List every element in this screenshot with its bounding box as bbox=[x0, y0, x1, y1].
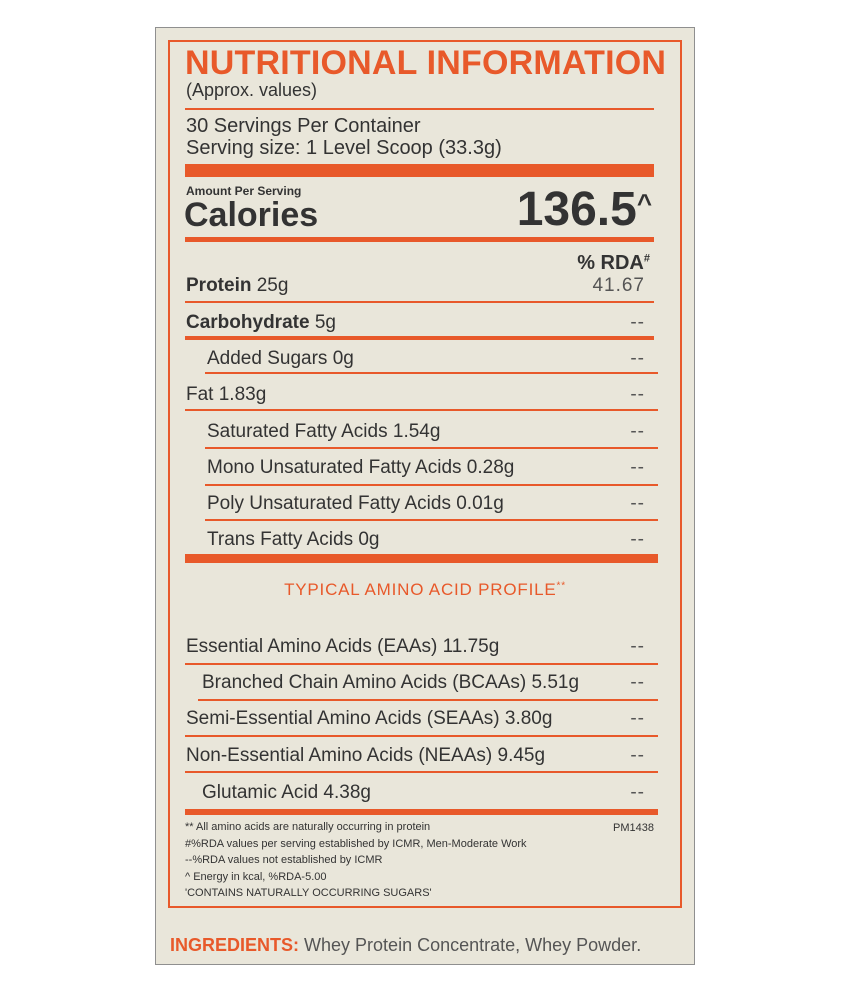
nutrient-row-protein: Protein 25g bbox=[186, 275, 289, 296]
ingredients-text: Whey Protein Concentrate, Whey Powder. bbox=[304, 935, 642, 955]
rda-value: -- bbox=[630, 529, 645, 550]
thick-divider bbox=[185, 809, 658, 815]
divider bbox=[185, 409, 658, 411]
thick-divider bbox=[185, 237, 654, 242]
rda-value: 41.67 bbox=[592, 275, 645, 296]
nutrient-row-added-sugars: Added Sugars 0g bbox=[207, 348, 354, 369]
amino-row-neaas: Non-Essential Amino Acids (NEAAs) 9.45g bbox=[186, 745, 546, 766]
servings-per-container: 30 Servings Per Container bbox=[186, 115, 421, 137]
footnote: --%RDA values not established by ICMR bbox=[185, 854, 383, 866]
nutrient-row-poly: Poly Unsaturated Fatty Acids 0.01g bbox=[207, 493, 504, 514]
nutrient-row-trans: Trans Fatty Acids 0g bbox=[207, 529, 380, 550]
footnote: 'CONTAINS NATURALLY OCCURRING SUGARS' bbox=[185, 887, 432, 899]
footnote: ^ Energy in kcal, %RDA-5.00 bbox=[185, 871, 327, 883]
divider bbox=[205, 447, 658, 449]
nutrient-row-carbohydrate: Carbohydrate 5g bbox=[186, 312, 336, 333]
amino-row-eaas: Essential Amino Acids (EAAs) 11.75g bbox=[186, 636, 500, 657]
panel-title: NUTRITIONAL INFORMATION bbox=[185, 44, 667, 82]
thick-divider bbox=[185, 554, 658, 563]
rda-header: % RDA# bbox=[577, 252, 650, 274]
divider bbox=[205, 484, 658, 486]
rda-value: -- bbox=[630, 384, 645, 405]
calories-label: Calories bbox=[184, 196, 319, 234]
ingredients-line bbox=[170, 935, 641, 956]
divider bbox=[198, 699, 658, 701]
amino-row-seaas: Semi-Essential Amino Acids (SEAAs) 3.80g bbox=[186, 708, 553, 729]
rda-value: -- bbox=[630, 672, 645, 693]
nutrient-row-saturated: Saturated Fatty Acids 1.54g bbox=[207, 421, 441, 442]
divider bbox=[185, 771, 658, 773]
divider bbox=[185, 301, 654, 303]
amino-profile-title: TYPICAL AMINO ACID PROFILE** bbox=[284, 580, 566, 599]
amount-per-serving-label: Amount Per Serving bbox=[186, 184, 302, 198]
footnote: ** All amino acids are naturally occurring in protein bbox=[185, 821, 431, 833]
product-code: PM1438 bbox=[613, 822, 654, 834]
rda-value: -- bbox=[630, 493, 645, 514]
rda-value: -- bbox=[630, 745, 645, 766]
divider bbox=[205, 372, 658, 374]
energy-mark: ^ bbox=[636, 188, 652, 218]
ingredients-label: INGREDIENTS: bbox=[170, 935, 300, 955]
divider bbox=[205, 519, 658, 521]
serving-size: Serving size: 1 Level Scoop (33.3g) bbox=[186, 137, 502, 159]
rda-value: -- bbox=[630, 312, 645, 333]
panel-subtitle: (Approx. values) bbox=[186, 80, 318, 100]
rda-value: -- bbox=[630, 348, 645, 369]
rda-value: -- bbox=[630, 636, 645, 657]
rda-value: -- bbox=[630, 421, 645, 442]
nutrient-row-mono: Mono Unsaturated Fatty Acids 0.28g bbox=[207, 457, 515, 478]
thick-divider bbox=[185, 336, 654, 340]
amino-row-glutamic: Glutamic Acid 4.38g bbox=[202, 782, 371, 803]
divider bbox=[185, 108, 654, 110]
footnote: #%RDA values per serving established by ICMR, Men-Moderate Work bbox=[185, 838, 527, 850]
rda-value: -- bbox=[630, 782, 645, 803]
nutrient-row-fat: Fat 1.83g bbox=[186, 384, 267, 405]
rda-value: -- bbox=[630, 457, 645, 478]
rda-value: -- bbox=[630, 708, 645, 729]
divider bbox=[185, 735, 658, 737]
divider bbox=[185, 663, 658, 665]
amino-row-bcaas: Branched Chain Amino Acids (BCAAs) 5.51g bbox=[202, 672, 580, 693]
thick-divider bbox=[185, 164, 654, 177]
calories-value: 136.5^ bbox=[516, 183, 652, 236]
